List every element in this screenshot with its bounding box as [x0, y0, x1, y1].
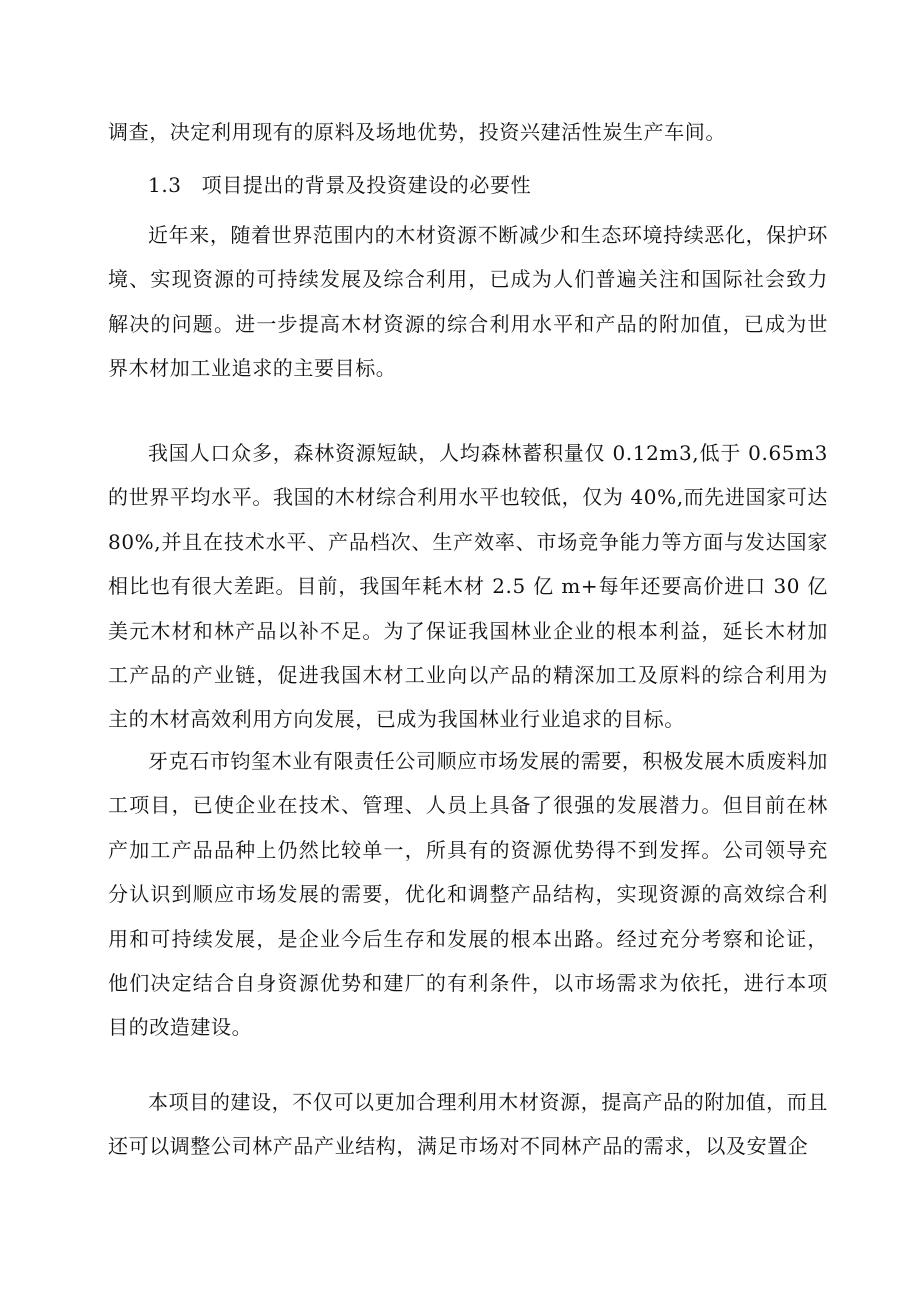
- national-situation-paragraph: 我国人口众多，森林资源短缺，人均森林蓄积量仅 0.12m3,低于 0.65m3 的世界平均水平。我国的木材综合利用水平也较低，仅为 40%,而先进国家可达 80%,并且在技术水平、产品档次、生产效率、市场竞争能力等方面与发达国家相比也有很大差距。目前，我国年耗木材 2.5 亿 m+每年还要高价进口 30 亿美元木材和林产品以补不足。为了保证我国林业企业的根本利益，延长木材加工产品的产业链，促进我国木材工业向以产品的精深加工及原料的综合利用为主的木材高效利用方向发展，已成为我国林业行业追求的目标。: [108, 441, 828, 732]
- background-paragraph: 近年来，随着世界范围内的木材资源不断减少和生态环境持续恶化，保护环境、实现资源的可持续发展及综合利用，已成为人们普遍关注和国际社会致力解决的问题。进一步提高木材资源的综合利用水平和产品的附加值，已成为世界木材加工业追求的主要目标。: [108, 223, 828, 381]
- project-benefit-paragraph: 本项目的建设，不仅可以更加合理利用木材资源，提高产品的附加值，而且还可以调整公司林产品产业结构，满足市场对不同林产品的需求，以及安置企: [108, 1090, 828, 1159]
- company-paragraph: 牙克石市钧玺木业有限责任公司顺应市场发展的需要，积极发展木质废料加工项目，已使企业在技术、管理、人员上具备了很强的发展潜力。但目前在林产加工产品品种上仍然比较单一，所具有的资源优势得不到发挥。公司领导充分认识到顺应市场发展的需要，优化和调整产品结构，实现资源的高效综合利用和可持续发展，是企业今后生存和发展的根本出路。经过充分考察和论证，他们决定结合自身资源优势和建厂的有利条件，以市场需求为依托，进行本项目的改造建设。: [108, 749, 828, 1040]
- section-number: 1.3: [148, 173, 182, 197]
- intro-tail-paragraph: 调查，决定利用现有的原料及场地优势，投资兴建活性炭生产车间。: [108, 120, 726, 144]
- section-heading: [148, 163, 531, 207]
- section-title: 项目提出的背景及投资建设的必要性: [201, 173, 532, 197]
